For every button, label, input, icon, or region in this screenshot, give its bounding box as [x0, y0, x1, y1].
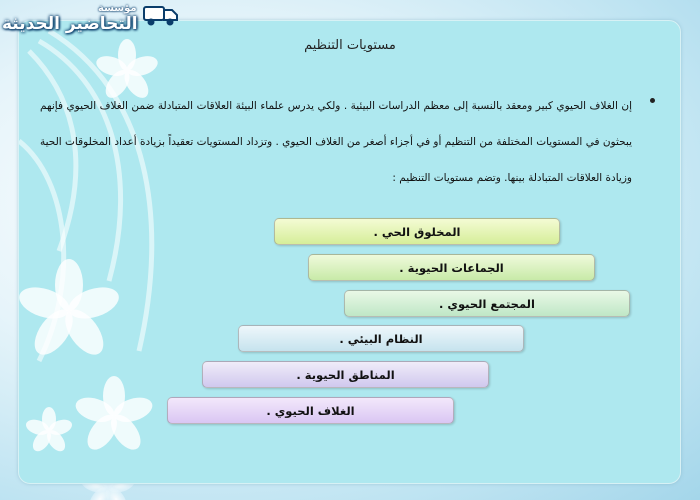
- level-biosphere: الغلاف الحيوي .: [167, 397, 454, 424]
- level-community: المجتمع الحيوي .: [344, 290, 630, 317]
- level-ecosystem: النظام البيئي .: [238, 325, 524, 352]
- logo-truck-icon: [142, 2, 180, 28]
- slide-title: مستويات التنظيم: [304, 38, 396, 53]
- level-organism: المخلوق الحي .: [274, 218, 560, 245]
- intro-paragraph: إن الغلاف الحيوي كبير ومعقد بالنسبة إلى معظم الدراسات البيئية . ولكي يدرس علماء البيئة العلاقات المتبادلة ضمن الغلاف الحيوي فإنهم يبحثون في المستويات المختلفة من التنظيم أو في أجزاء أصغر من الغلاف الحيوي . وتزداد المستويات تعقيداً بزيادة أعداد المخلوقات الحية وزيادة العلاقات المتبادلة بينها. وتضم مستويات التنظيم :: [40, 100, 632, 184]
- logo-main-text: التحاضير الحديثة: [2, 14, 138, 34]
- level-biomes: المناطق الحيوية .: [202, 361, 489, 388]
- bullet-point: [650, 98, 655, 103]
- publisher-logo: [0, 0, 185, 40]
- logo-small-text: مؤسسة: [98, 3, 137, 14]
- level-populations: الجماعات الحيوية .: [308, 254, 595, 281]
